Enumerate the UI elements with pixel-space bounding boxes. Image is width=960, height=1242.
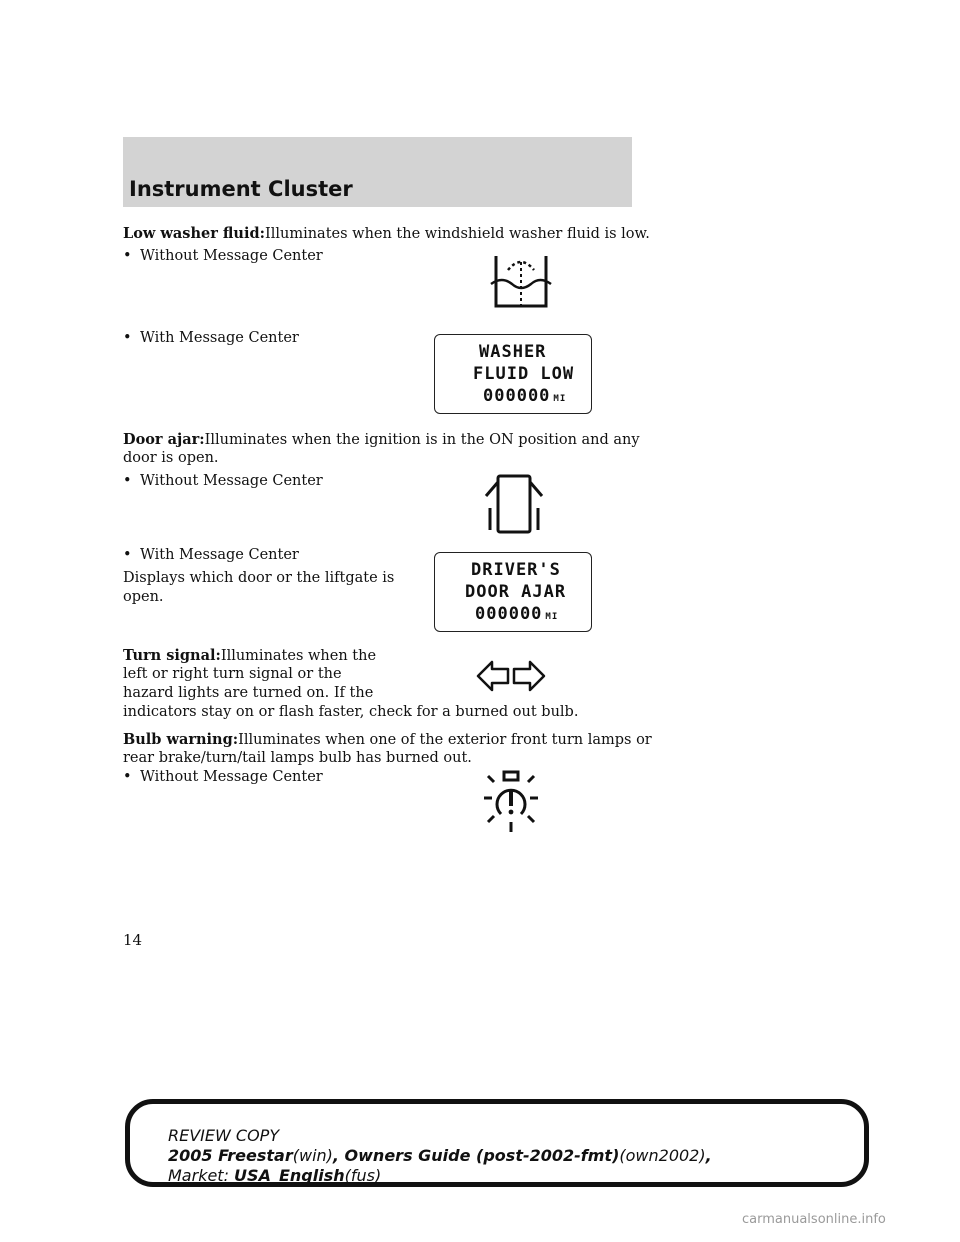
watermark: carmanualsonline.info	[742, 1212, 886, 1227]
door-lcd-odometer: 000000	[475, 604, 543, 624]
door-lcd-line3	[475, 604, 558, 624]
door-desc-line2: door is open.	[123, 450, 219, 466]
review-sep1: ,	[332, 1146, 345, 1165]
bullet-dot: •	[123, 248, 132, 264]
review-guide: Owners Guide (post-2002-fmt)	[344, 1146, 620, 1165]
washer-lcd-unit: MI	[553, 394, 567, 404]
review-copy-box	[125, 1099, 869, 1187]
door-message-display	[434, 552, 592, 632]
bullet-dot: •	[123, 473, 132, 489]
bulb-warning-icon	[478, 768, 544, 834]
review-sep2: ,	[705, 1146, 712, 1165]
door-bullet-without	[123, 472, 323, 491]
turn-term: Turn signal:	[123, 647, 221, 664]
turn-right-arrow-icon	[512, 659, 546, 693]
review-market-label: Market:	[168, 1166, 235, 1185]
door-display-line1: Displays which door or the liftgate is	[123, 570, 395, 586]
review-win: (win)	[292, 1146, 333, 1165]
review-fus: (fus)	[344, 1166, 382, 1185]
turn-left-arrow-icon	[476, 659, 510, 693]
door-desc-line1: Illuminates when the ignition is in the ON position and any	[204, 432, 640, 448]
review-vehicle-line	[168, 1146, 712, 1165]
bulb-desc-line1: Illuminates when one of the exterior front turn lamps or	[238, 732, 652, 748]
bullet-dot: •	[123, 547, 132, 563]
turn-paragraph-line1	[123, 646, 376, 666]
section-title: Instrument Cluster	[129, 177, 353, 201]
washer-bullet-without	[123, 247, 323, 266]
washer-bullet-without-text: Without Message Center	[140, 248, 323, 264]
bullet-dot: •	[123, 330, 132, 346]
door-lcd-line1: DRIVER'S	[471, 560, 561, 580]
door-bullet-with	[123, 546, 299, 565]
washer-lcd-line1: WASHER	[479, 342, 547, 362]
washer-desc: Illuminates when the windshield washer fluid is low.	[264, 226, 650, 242]
turn-desc-line2: left or right turn signal or the	[123, 666, 342, 682]
turn-desc-line3: hazard lights are turned on. If the	[123, 685, 374, 701]
door-ajar-icon	[482, 472, 546, 536]
bulb-term: Bulb warning:	[123, 731, 239, 748]
bullet-dot: •	[123, 769, 132, 785]
washer-lcd-line2: FLUID LOW	[473, 364, 575, 384]
washer-lcd-line3	[483, 386, 566, 406]
door-bullet-without-text: Without Message Center	[140, 473, 323, 489]
bulb-bullet-without-text: Without Message Center	[140, 769, 323, 785]
washer-bullet-with-text: With Message Center	[140, 330, 299, 346]
review-market: USA_English	[234, 1166, 345, 1185]
review-copy-label: REVIEW COPY	[168, 1126, 280, 1145]
washer-lcd-odometer: 000000	[483, 386, 551, 406]
page-number: 14	[123, 931, 143, 949]
washer-term: Low washer fluid:	[123, 225, 265, 242]
turn-desc-line4: indicators stay on or flash faster, check for a burned out bulb.	[123, 704, 579, 720]
washer-paragraph	[123, 224, 650, 244]
door-bullet-with-text: With Message Center	[140, 547, 299, 563]
door-lcd-line2: DOOR AJAR	[465, 582, 567, 602]
bulb-paragraph-line1	[123, 730, 652, 750]
review-vehicle: 2005 Freestar	[168, 1146, 293, 1165]
door-term: Door ajar:	[123, 431, 205, 448]
turn-desc-line1: Illuminates when the	[220, 648, 377, 664]
review-own: (own2002)	[619, 1146, 706, 1165]
bulb-bullet-without	[123, 768, 323, 787]
washer-fluid-icon	[488, 248, 554, 312]
door-lcd-unit: MI	[545, 612, 559, 622]
washer-message-display	[434, 334, 592, 414]
door-paragraph-line1	[123, 430, 640, 450]
door-display-line2: open.	[123, 589, 164, 605]
bulb-desc-line2: rear brake/turn/tail lamps bulb has burned out.	[123, 750, 472, 766]
washer-bullet-with	[123, 329, 299, 348]
review-market-line	[168, 1166, 381, 1185]
